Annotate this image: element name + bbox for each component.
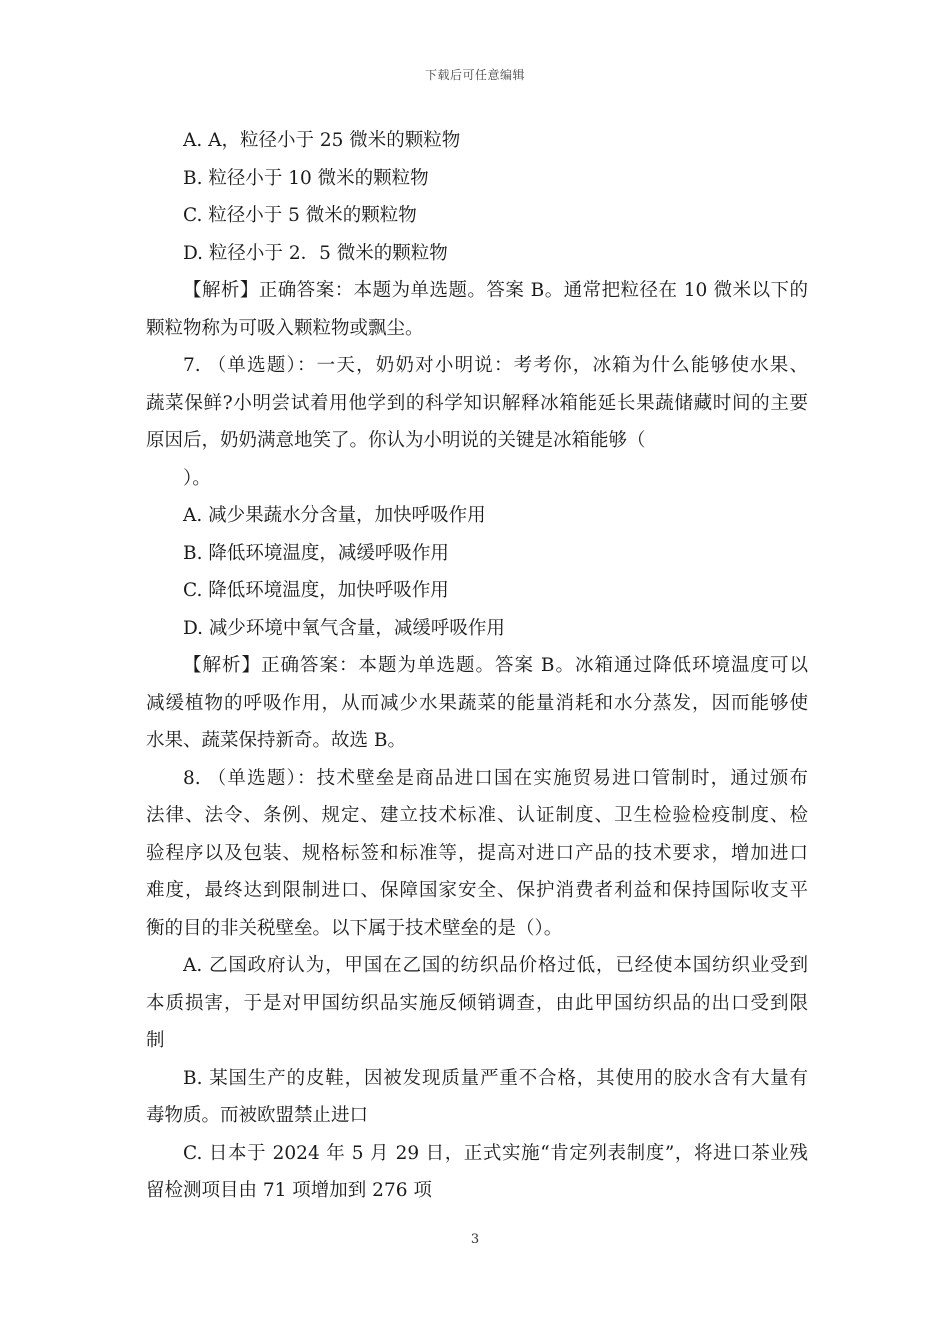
option-b-line: B. 某国生产的皮鞋，因被发现质量严重不合格，其使用的胶水含有大量有 — [183, 1067, 808, 1089]
option-d-line: D. 减少环境中氧气含量，减缓呼吸作用 — [183, 617, 505, 639]
question-8-line: 8. （单选题）：技术壁垒是商品进口国在实施贸易进口管制时，通过颁布 — [183, 767, 808, 789]
question-8-line: 衡的目的非关税壁垒。以下属于技术壁垒的是（）。 — [146, 917, 563, 939]
question-7-line: ）。 — [183, 467, 211, 489]
question-7-line: 蔬菜保鲜?小明尝试着用他学到的科学知识解释冰箱能延长果蔬储藏时间的主要 — [146, 392, 808, 414]
option-b-line: B. 降低环境温度，减缓呼吸作用 — [183, 542, 449, 564]
analysis-line: 水果、蔬菜保持新奇。故选 B。 — [146, 730, 406, 751]
document-body — [146, 122, 808, 1210]
page-number: 3 — [470, 1232, 480, 1247]
option-c-line: 留检测项目由 71 项增加到 276 项 — [146, 1180, 432, 1201]
analysis-line: 减缓植物的呼吸作用，从而减少水果蔬菜的能量消耗和水分蒸发，因而能够使 — [146, 692, 808, 714]
option-a-line: A. 减少果蔬水分含量，加快呼吸作用 — [183, 505, 486, 526]
analysis-line: 【解析】正确答案：本题为单选题。答案 B。通常把粒径在 10 微米以下的 — [183, 280, 808, 301]
option-c-line: C. 粒径小于 5 微米的颗粒物 — [183, 205, 417, 226]
option-a-line: A. A，粒径小于 25 微米的颗粒物 — [183, 130, 461, 151]
question-8-line: 验程序以及包装、规格标签和标准等，提高对进口产品的技术要求，增加进口 — [146, 842, 808, 864]
analysis-line: 【解析】正确答案：本题为单选题。答案 B。冰箱通过降低环境温度可以 — [183, 655, 808, 676]
option-d-line: D. 粒径小于 2．5 微米的颗粒物 — [183, 242, 448, 264]
option-b-line: B. 粒径小于 10 微米的颗粒物 — [183, 167, 429, 189]
option-a-line: A. 乙国政府认为，甲国在乙国的纺织品价格过低，已经使本国纺织业受到 — [183, 955, 808, 976]
question-8-line: 难度，最终达到限制进口、保障国家安全、保护消费者利益和保持国际收支平 — [146, 880, 808, 901]
option-c-line: C. 降低环境温度，加快呼吸作用 — [183, 580, 449, 601]
analysis-line: 颗粒物称为可吸入颗粒物或飘尘。 — [146, 317, 424, 339]
question-7-line: 原因后，奶奶满意地笑了。你认为小明说的关键是冰箱能够（ — [146, 430, 646, 451]
option-a-line: 制 — [146, 1030, 165, 1051]
page-header: 下载后可任意编辑 — [424, 68, 525, 82]
question-8-line: 法律、法令、条例、规定、建立技术标准、认证制度、卫生检验检疫制度、检 — [146, 805, 808, 826]
option-b-line: 毒物质。而被欧盟禁止进口 — [146, 1105, 369, 1126]
question-7-line: 7. （单选题）：一天，奶奶对小明说：考考你，冰箱为什么能够使水果、 — [183, 355, 808, 376]
option-c-line: C. 日本于 2024 年 5 月 29 日，正式实施“肯定列表制度”，将进口茶业残 — [183, 1142, 808, 1164]
option-a-line: 本质损害，于是对甲国纺织品实施反倾销调查，由此甲国纺织品的出口受到限 — [146, 992, 808, 1014]
